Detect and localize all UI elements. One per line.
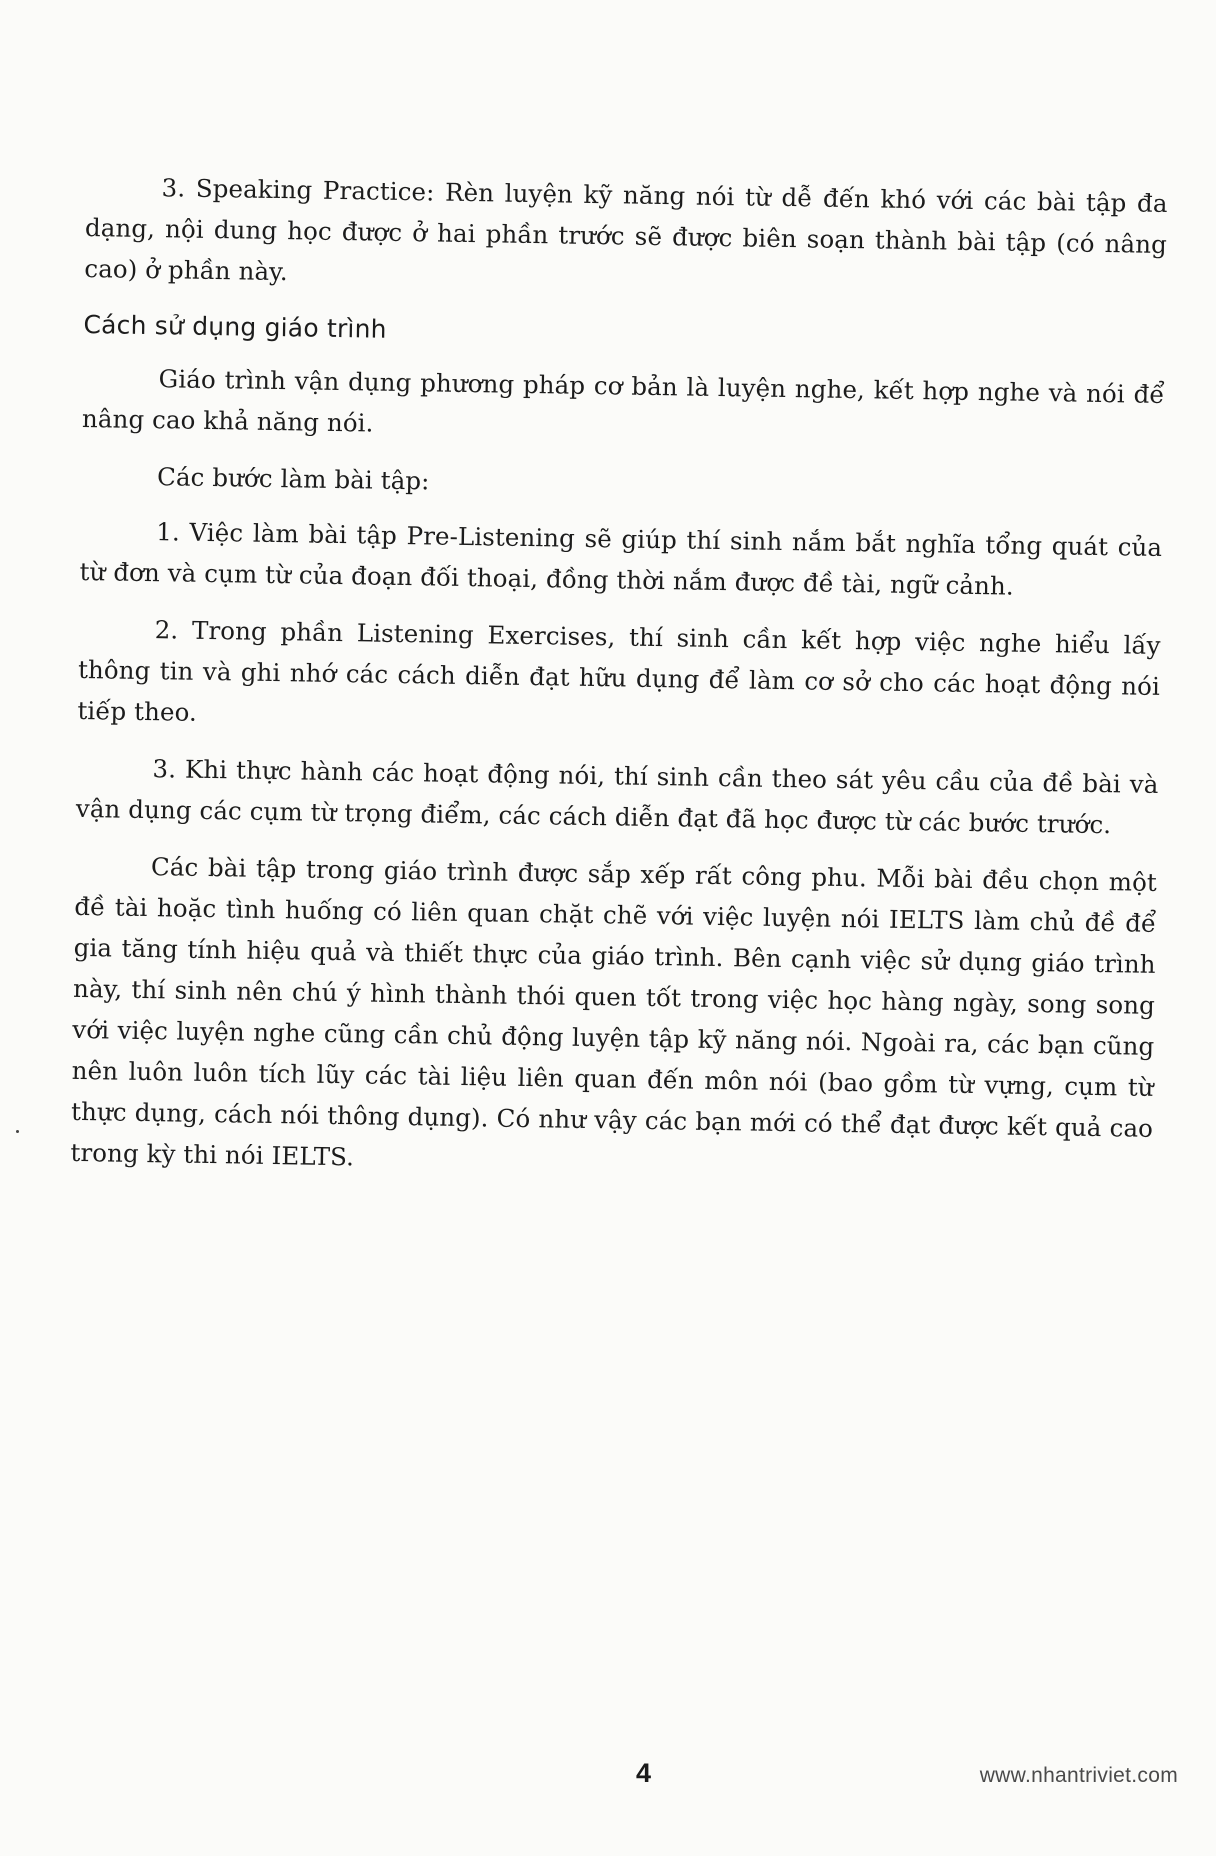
- intro-paragraph: Giáo trình vận dụng phương pháp cơ bản là luyện nghe, kết hợp nghe và nói để nâng cao khả năng nói.: [81, 364, 1165, 438]
- speaking-practice-paragraph: 3. Speaking Practice: Rèn luyện kỹ năng nói từ dễ đến khó với các bài tập đa dạng, nội dung học được ở hai phần trước sẽ được biên soạn thành bài tập (có nâng cao) ở phần này.: [84, 173, 1168, 287]
- step-paragraph: 3. Khi thực hành các hoạt động nói, thí sinh cần theo sát yêu cầu của đề bài và vận dụng các cụm từ trọng điểm, các cách diễn đạt đã học được từ các bước trước.: [75, 754, 1159, 840]
- publisher-website: www.nhantriviet.com: [979, 1764, 1178, 1787]
- step-paragraph: 2. Trong phần Listening Exercises, thí sinh cần kết hợp việc nghe hiểu lấy thông tin và ghi nhớ các cách diễn đạt hữu dụng để làm cơ sở cho các hoạt động nói tiếp theo.: [77, 615, 1161, 727]
- page-body: [70, 166, 1168, 1206]
- closing-paragraph: Các bài tập trong giáo trình được sắp xếp rất công phu. Mỗi bài đều chọn một đề tài hoặc tình huống có liên quan chặt chẽ với việc luyện nói IELTS làm chủ đề để gia tăng tính hiệu quả và thiết thực của giáo trình. Bên cạnh việc sử dụng giáo trình này, thí sinh nên chú ý hình thành thói quen tốt trong việc học hàng ngày, song song với việc luyện nghe cũng cần chủ động luyện tập kỹ năng nói. Ngoài ra, các bạn cũng nên luôn luôn tích lũy các tài liệu liên quan đến môn nói (bao gồm từ vựng, cụm từ thực dụng, cách nói thông dụng). Có như vậy các bạn mới có thể đạt được kết quả cao trong kỳ thi nói IELTS.: [70, 852, 1158, 1172]
- scan-speck: [16, 1130, 19, 1133]
- step-paragraph: 1. Việc làm bài tập Pre-Listening sẽ giúp thí sinh nắm bắt nghĩa tổng quát của từ đơn và cụm từ của đoạn đối thoại, đồng thời nắm được đề tài, ngữ cảnh.: [79, 517, 1163, 601]
- steps-title: Các bước làm bài tập:: [156, 462, 430, 496]
- page-number: 4: [636, 1758, 652, 1788]
- section-heading: Cách sử dụng giáo trình: [83, 309, 387, 344]
